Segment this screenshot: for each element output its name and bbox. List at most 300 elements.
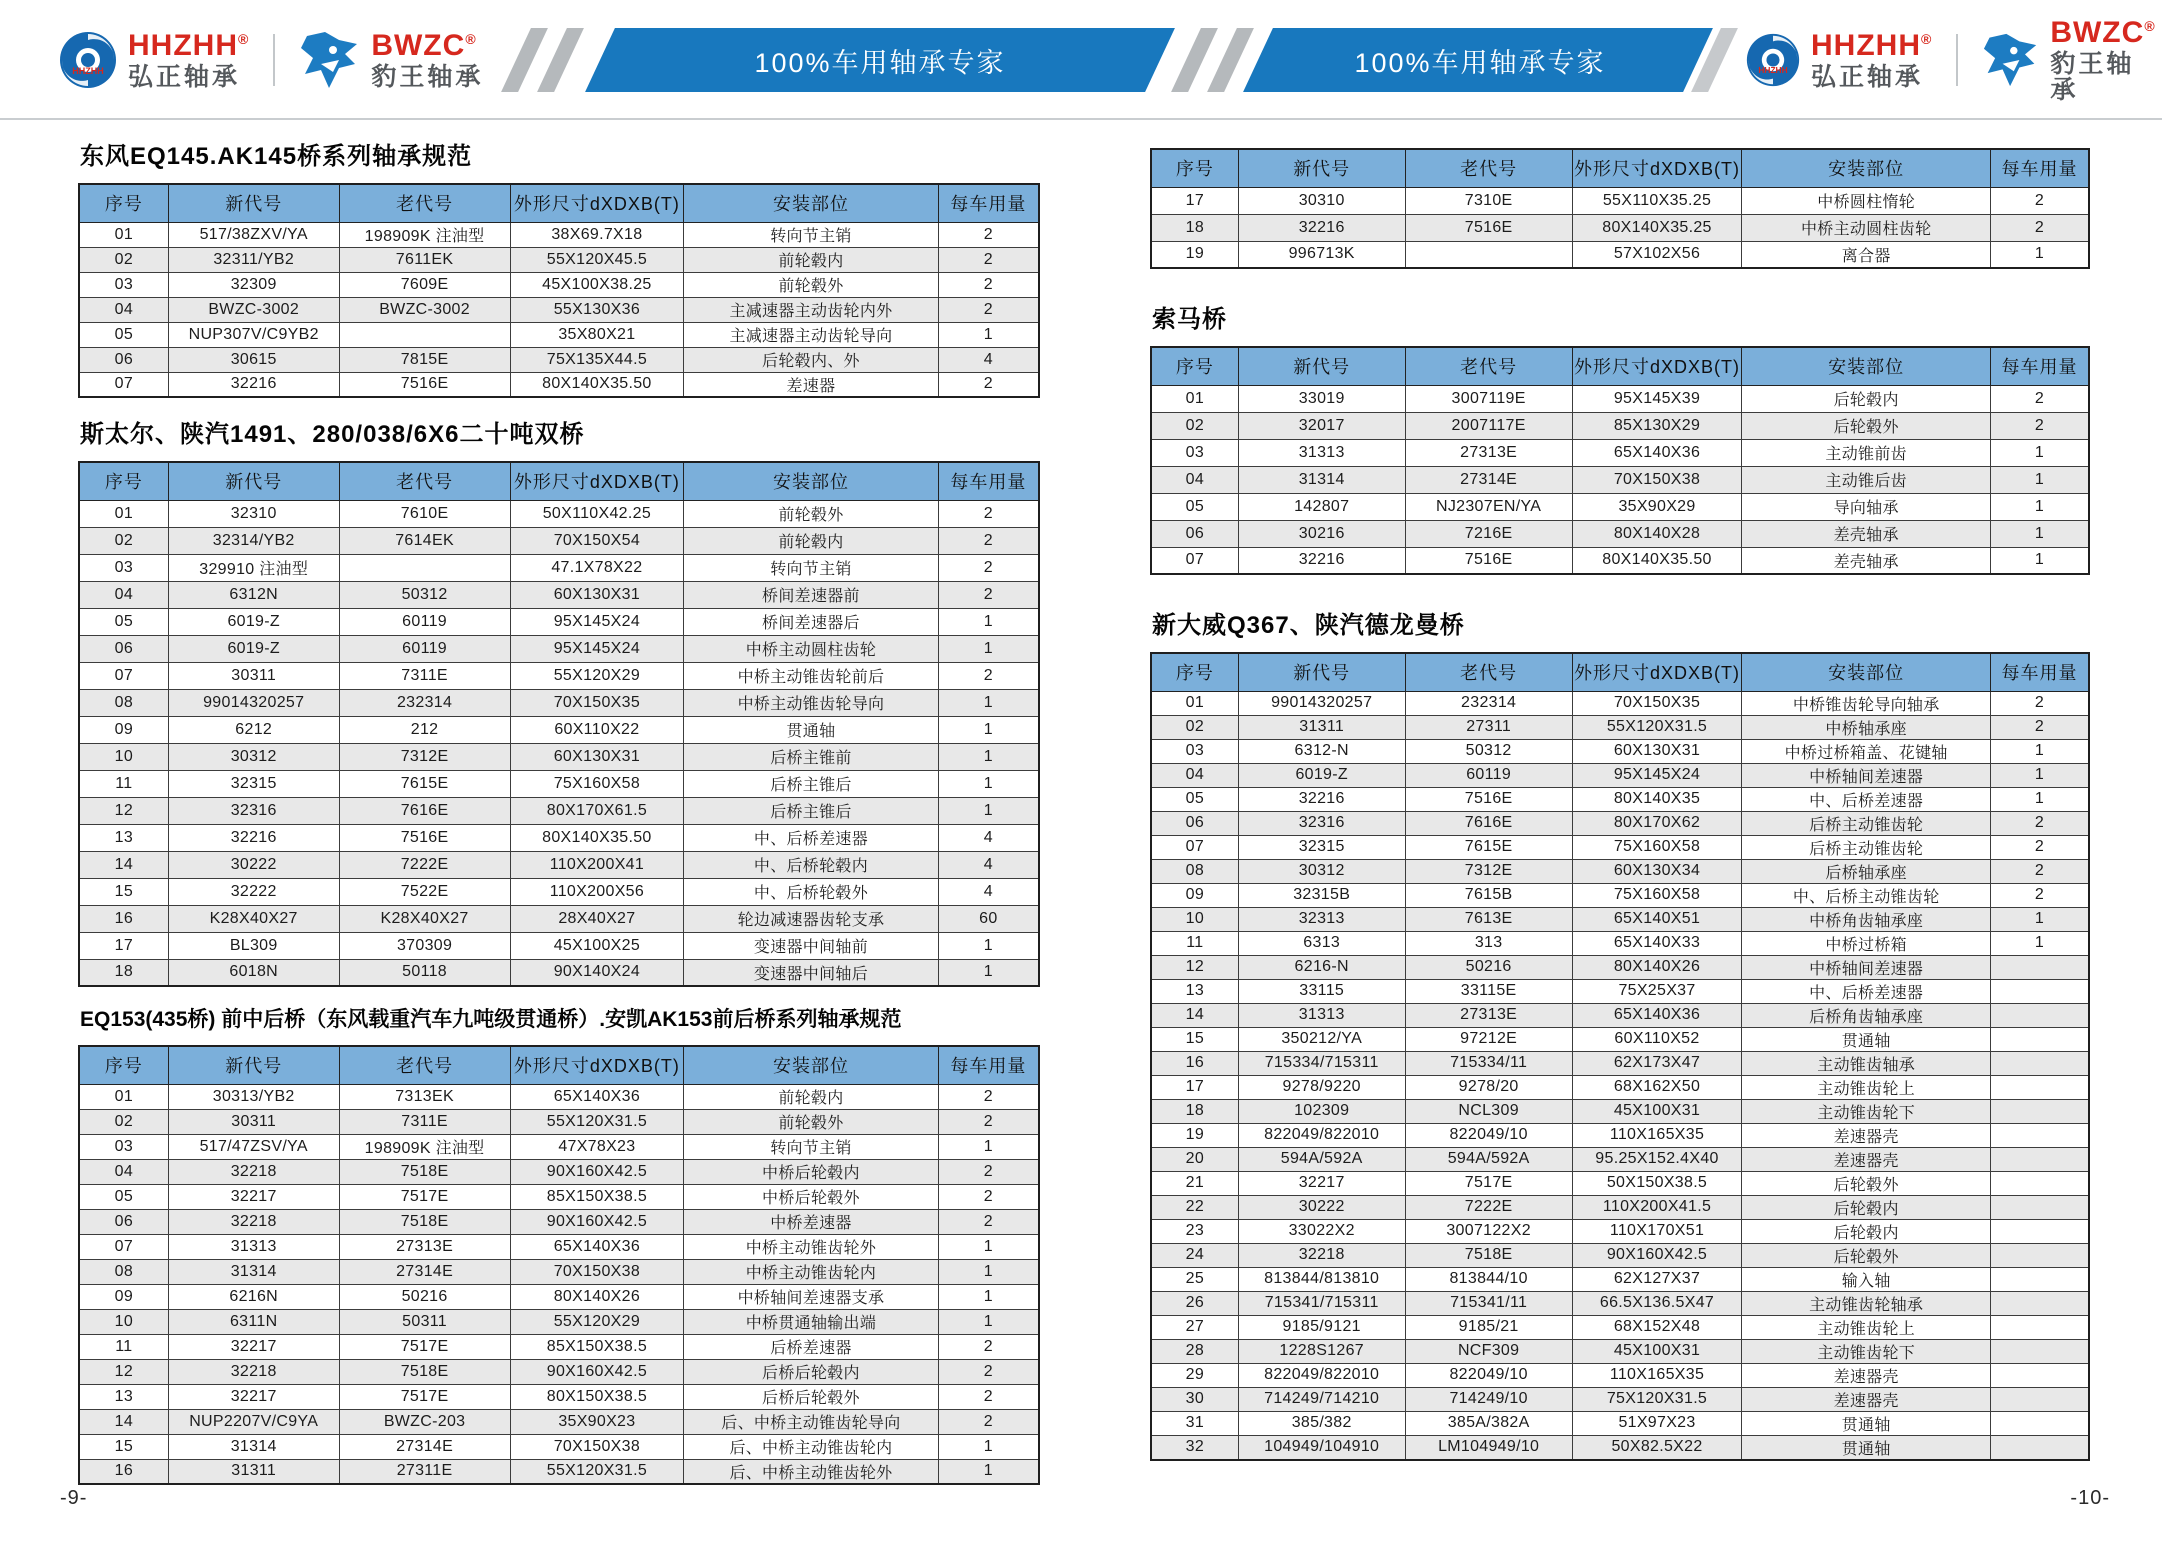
cell: 60X130X31 — [510, 743, 684, 770]
cell: 02 — [79, 1109, 168, 1134]
cell: 03 — [1151, 439, 1238, 466]
cell: 7615E — [339, 770, 510, 797]
cell: 后轮毂内 — [1742, 385, 1991, 412]
cell: 822049/822010 — [1238, 1123, 1405, 1147]
cell — [1990, 1411, 2089, 1435]
cell: 32315 — [168, 770, 339, 797]
cell: 6019-Z — [1238, 763, 1405, 787]
cell: 28X40X27 — [510, 905, 684, 932]
cell: 370309 — [339, 932, 510, 959]
table-row — [1151, 466, 2089, 493]
table-row — [79, 1434, 1039, 1459]
cell: 30312 — [168, 743, 339, 770]
cell: 715334/11 — [1405, 1051, 1572, 1075]
cell: 31314 — [168, 1259, 339, 1284]
table-row — [79, 500, 1039, 527]
table-title: 索马桥 — [1152, 306, 1227, 333]
bearing-spec-table — [1150, 148, 2090, 269]
cell: 06 — [1151, 520, 1238, 547]
cell: 05 — [79, 322, 168, 347]
cell: 32 — [1151, 1435, 1238, 1460]
cell: 中桥后轮毂外 — [684, 1184, 938, 1209]
cell: 31313 — [1238, 1003, 1405, 1027]
table-row — [1151, 691, 2089, 715]
cell: NCF309 — [1405, 1339, 1572, 1363]
cell: 714249/10 — [1405, 1387, 1572, 1411]
cell: 前轮毂内 — [684, 527, 938, 554]
cell: 31314 — [1238, 466, 1405, 493]
cell: 差速器壳 — [1742, 1123, 1991, 1147]
column-header: 老代号 — [1405, 347, 1572, 385]
cell: 95X145X24 — [1572, 763, 1742, 787]
table-row — [1151, 739, 2089, 763]
cell: 7518E — [1405, 1243, 1572, 1267]
cell: 04 — [79, 581, 168, 608]
cell: 后桥主动锥齿轮 — [1742, 835, 1991, 859]
cell: 后桥主锥前 — [684, 743, 938, 770]
page-header — [0, 16, 2162, 104]
cell: 2 — [938, 1084, 1039, 1109]
cell: 04 — [1151, 763, 1238, 787]
cell: 15 — [1151, 1027, 1238, 1051]
table-row — [1151, 385, 2089, 412]
column-header: 序号 — [79, 462, 168, 500]
table-row — [1151, 931, 2089, 955]
cell: 6312-N — [1238, 739, 1405, 763]
cell: 7517E — [1405, 1171, 1572, 1195]
cell: 2 — [1990, 187, 2089, 214]
cell: 7615B — [1405, 883, 1572, 907]
cell: 7615E — [1405, 835, 1572, 859]
table-row — [79, 1109, 1039, 1134]
header-row — [1151, 347, 2089, 385]
cell: 6311N — [168, 1309, 339, 1334]
bwzc-logo-icon — [299, 30, 361, 90]
cell: 31 — [1151, 1411, 1238, 1435]
cell: 996713K — [1238, 241, 1405, 268]
cell: 1 — [938, 1284, 1039, 1309]
cell: 75X120X31.5 — [1572, 1387, 1742, 1411]
hhzhh-logo-icon — [1745, 32, 1801, 88]
cell: 中桥轴间差速器支承 — [684, 1284, 938, 1309]
cell: 55X120X29 — [510, 1309, 684, 1334]
cell: 1 — [1990, 439, 2089, 466]
cell: 后、中桥主动锥齿轮外 — [684, 1459, 938, 1484]
cell: 1 — [1990, 493, 2089, 520]
cell: 1 — [938, 743, 1039, 770]
cell: 32217 — [168, 1184, 339, 1209]
cell: 1 — [1990, 547, 2089, 574]
cell: 4 — [938, 347, 1039, 372]
cell — [1990, 1339, 2089, 1363]
cell: 32314/YB2 — [168, 527, 339, 554]
cell: 6019-Z — [168, 635, 339, 662]
cell: 后桥差速器 — [684, 1334, 938, 1359]
table-row — [79, 347, 1039, 372]
cell: 2 — [1990, 883, 2089, 907]
cell: 中桥主动锥齿轮内 — [684, 1259, 938, 1284]
cell: 32216 — [168, 824, 339, 851]
cell: 232314 — [1405, 691, 1572, 715]
cell — [1990, 1075, 2089, 1099]
table-row — [79, 1184, 1039, 1209]
cell: 差速器壳 — [1742, 1147, 1991, 1171]
cell: 715341/11 — [1405, 1291, 1572, 1315]
table-row — [79, 1234, 1039, 1259]
cell: 32017 — [1238, 412, 1405, 439]
page-number-right: -10- — [2070, 1487, 2110, 1509]
cell: NUP307V/C9YB2 — [168, 322, 339, 347]
cell: 主动锥齿轮上 — [1742, 1075, 1991, 1099]
diagonal-stripe — [537, 28, 584, 92]
table-row — [1151, 1315, 2089, 1339]
table-row — [1151, 1075, 2089, 1099]
header-row — [79, 1046, 1039, 1084]
cell: 66.5X136.5X47 — [1572, 1291, 1742, 1315]
cell — [1990, 1435, 2089, 1460]
cell: 70X150X35 — [1572, 691, 1742, 715]
cell: 4 — [938, 824, 1039, 851]
cell: 1 — [1990, 763, 2089, 787]
cell: 32313 — [1238, 907, 1405, 931]
banner-text-right: 100%车用轴承专家 — [1354, 47, 1606, 78]
column-header: 安装部位 — [684, 462, 938, 500]
cell: 517/47ZSV/YA — [168, 1134, 339, 1159]
cell: 7516E — [1405, 547, 1572, 574]
cell: 后轮毂内 — [1742, 1195, 1991, 1219]
cell: 85X150X38.5 — [510, 1184, 684, 1209]
cell: 60119 — [339, 635, 510, 662]
cell: 30312 — [1238, 859, 1405, 883]
cell: 07 — [1151, 547, 1238, 574]
cell — [1990, 1243, 2089, 1267]
cell: 中桥角齿轴承座 — [1742, 907, 1991, 931]
cell: 后桥主锥后 — [684, 770, 938, 797]
cell: 7311E — [339, 662, 510, 689]
cell: 2 — [1990, 412, 2089, 439]
cell — [1990, 1315, 2089, 1339]
cell: 2 — [1990, 859, 2089, 883]
cell: 01 — [79, 1084, 168, 1109]
cell: 7517E — [339, 1384, 510, 1409]
cell — [1990, 1291, 2089, 1315]
table-row — [1151, 1411, 2089, 1435]
cell: 11 — [79, 1334, 168, 1359]
column-header: 新代号 — [1238, 149, 1405, 187]
table-row — [79, 770, 1039, 797]
cell: 02 — [1151, 412, 1238, 439]
cell — [1990, 1363, 2089, 1387]
cell: 03 — [79, 554, 168, 581]
cell: 07 — [79, 662, 168, 689]
cell: 50312 — [1405, 739, 1572, 763]
header-row — [1151, 149, 2089, 187]
catalog-spread — [0, 120, 2162, 1485]
cell: 2 — [938, 581, 1039, 608]
cell: 前轮毂外 — [684, 500, 938, 527]
cell: 中、后桥差速器 — [1742, 979, 1991, 1003]
cell: 7610E — [339, 500, 510, 527]
table-row — [1151, 187, 2089, 214]
cell: 2 — [938, 222, 1039, 247]
cell: 1 — [1990, 520, 2089, 547]
cell: 后桥轴承座 — [1742, 859, 1991, 883]
cell: 30222 — [168, 851, 339, 878]
cell: 2 — [938, 1409, 1039, 1434]
cell: 7310E — [1405, 187, 1572, 214]
cell: 01 — [79, 222, 168, 247]
cell: 7311E — [339, 1109, 510, 1134]
cell: 65X140X36 — [510, 1084, 684, 1109]
cell: 10 — [79, 1309, 168, 1334]
cell: 03 — [79, 1134, 168, 1159]
table-row — [79, 1209, 1039, 1234]
cell: 1 — [938, 322, 1039, 347]
cell: 75X160X58 — [510, 770, 684, 797]
cell: NUP2207V/C9YA — [168, 1409, 339, 1434]
cell: 30216 — [1238, 520, 1405, 547]
table-row — [1151, 1099, 2089, 1123]
cell: 后桥后轮毂外 — [684, 1384, 938, 1409]
cell: 715341/715311 — [1238, 1291, 1405, 1315]
cell: 51X97X23 — [1572, 1411, 1742, 1435]
cell: 主动锥后齿 — [1742, 466, 1991, 493]
table-row — [79, 297, 1039, 322]
cell: 10 — [1151, 907, 1238, 931]
table-row — [79, 1134, 1039, 1159]
column-header: 外形尺寸dXDXB(T) — [1572, 149, 1742, 187]
table-row — [1151, 214, 2089, 241]
cell: 中桥后轮毂内 — [684, 1159, 938, 1184]
column-header: 安装部位 — [684, 184, 938, 222]
cell: 2 — [938, 1209, 1039, 1234]
cell: 中桥圆柱惰轮 — [1742, 187, 1991, 214]
column-header: 外形尺寸dXDXB(T) — [510, 1046, 684, 1084]
table-title: 斯太尔、陕汽1491、280/038/6X6二十吨双桥 — [80, 421, 585, 448]
cell: 32216 — [1238, 214, 1405, 241]
cell: 80X170X62 — [1572, 811, 1742, 835]
cell: 3007122X2 — [1405, 1219, 1572, 1243]
column-header: 老代号 — [339, 462, 510, 500]
cell: 中、后桥轮毂内 — [684, 851, 938, 878]
cell: 05 — [79, 1184, 168, 1209]
cell: 09 — [79, 716, 168, 743]
cell: 212 — [339, 716, 510, 743]
table-row — [1151, 412, 2089, 439]
table-row — [79, 1259, 1039, 1284]
cell: 差速器壳 — [1742, 1387, 1991, 1411]
cell: 110X165X35 — [1572, 1123, 1742, 1147]
cell: 06 — [79, 347, 168, 372]
cell: 32309 — [168, 272, 339, 297]
cell: 27311 — [1405, 715, 1572, 739]
table-row — [1151, 763, 2089, 787]
cell: 03 — [79, 272, 168, 297]
cell: 32311/YB2 — [168, 247, 339, 272]
cell: 4 — [938, 851, 1039, 878]
cell: 主动锥齿轮上 — [1742, 1315, 1991, 1339]
cell: 09 — [1151, 883, 1238, 907]
cell: 1 — [938, 1134, 1039, 1159]
column-header: 老代号 — [1405, 149, 1572, 187]
cell: 2 — [938, 1359, 1039, 1384]
cell: 822049/10 — [1405, 1363, 1572, 1387]
cell: 6216N — [168, 1284, 339, 1309]
cell: 2 — [938, 372, 1039, 397]
cell — [1990, 1267, 2089, 1291]
cell: 7516E — [1405, 787, 1572, 811]
cell: 2 — [938, 1334, 1039, 1359]
cell: 68X162X50 — [1572, 1075, 1742, 1099]
cell: 31313 — [1238, 439, 1405, 466]
table-row — [79, 959, 1039, 986]
cell: 1 — [938, 770, 1039, 797]
table-row — [79, 905, 1039, 932]
cell: 中桥轴间差速器 — [1742, 763, 1991, 787]
cell: 50216 — [1405, 955, 1572, 979]
cell: 90X160X42.5 — [510, 1359, 684, 1384]
cell: 2 — [1990, 811, 2089, 835]
table-row — [79, 635, 1039, 662]
table-row — [79, 554, 1039, 581]
bearing-spec-table — [78, 1045, 1040, 1485]
cell: 47.1X78X22 — [510, 554, 684, 581]
cell: 75X25X37 — [1572, 979, 1742, 1003]
cell: 06 — [79, 635, 168, 662]
table-row — [79, 662, 1039, 689]
cell: 6313 — [1238, 931, 1405, 955]
cell: 45X100X25 — [510, 932, 684, 959]
cell: 2 — [938, 247, 1039, 272]
cell: 中桥主动锥齿轮外 — [684, 1234, 938, 1259]
cell: 65X140X36 — [510, 1234, 684, 1259]
cell — [1990, 1003, 2089, 1027]
cell — [339, 554, 510, 581]
table-row — [79, 851, 1039, 878]
cell: 17 — [1151, 187, 1238, 214]
cell: 7222E — [1405, 1195, 1572, 1219]
cell: 32218 — [168, 1359, 339, 1384]
cell: 1 — [938, 959, 1039, 986]
cell: BWZC-3002 — [168, 297, 339, 322]
cell — [1990, 1051, 2089, 1075]
cell: 80X140X35 — [1572, 787, 1742, 811]
cell: 55X120X31.5 — [510, 1109, 684, 1134]
cell: 33019 — [1238, 385, 1405, 412]
cell: 2 — [1990, 214, 2089, 241]
table-row — [1151, 1387, 2089, 1411]
table-row — [79, 272, 1039, 297]
header-row — [79, 184, 1039, 222]
cell: 主动锥齿轮轴承 — [1742, 1291, 1991, 1315]
column-header: 序号 — [79, 184, 168, 222]
cell: 90X160X42.5 — [510, 1209, 684, 1234]
cell: 9278/20 — [1405, 1075, 1572, 1099]
cell: 90X160X42.5 — [1572, 1243, 1742, 1267]
table-row — [79, 222, 1039, 247]
cell: 中桥轴间差速器 — [1742, 955, 1991, 979]
cell: 贯通轴 — [1742, 1435, 1991, 1460]
column-header: 序号 — [1151, 149, 1238, 187]
cell: 7516E — [1405, 214, 1572, 241]
cell: 7517E — [339, 1184, 510, 1209]
table-row — [1151, 1291, 2089, 1315]
cell: 1 — [1990, 466, 2089, 493]
column-header: 每车用量 — [938, 462, 1039, 500]
column-header: 新代号 — [168, 1046, 339, 1084]
cell: 97212E — [1405, 1027, 1572, 1051]
column-header: 安装部位 — [1742, 653, 1991, 691]
cell: 贯通轴 — [684, 716, 938, 743]
cell: 14 — [79, 1409, 168, 1434]
cell: 17 — [79, 932, 168, 959]
table-row — [1151, 493, 2089, 520]
cell: 桥间差速器前 — [684, 581, 938, 608]
cell: 50X110X42.25 — [510, 500, 684, 527]
table-row — [79, 1159, 1039, 1184]
cell: 30311 — [168, 1109, 339, 1134]
cell: 90X140X24 — [510, 959, 684, 986]
cell: 前轮毂内 — [684, 247, 938, 272]
cell: 60 — [938, 905, 1039, 932]
cell: 后轮毂外 — [1742, 1243, 1991, 1267]
cell: 55X120X29 — [510, 662, 684, 689]
cell: 104949/104910 — [1238, 1435, 1405, 1460]
cell — [1990, 1123, 2089, 1147]
cell: 7516E — [339, 824, 510, 851]
cell: 7613E — [1405, 907, 1572, 931]
cell: 06 — [1151, 811, 1238, 835]
cell: 2 — [938, 662, 1039, 689]
table-row — [79, 322, 1039, 347]
cell: 6216-N — [1238, 955, 1405, 979]
cell: 99014320257 — [168, 689, 339, 716]
cell: 1 — [1990, 931, 2089, 955]
cell: 822049/822010 — [1238, 1363, 1405, 1387]
table-row — [79, 716, 1039, 743]
column-header: 老代号 — [339, 184, 510, 222]
cell: 32217 — [168, 1334, 339, 1359]
cell: 01 — [79, 500, 168, 527]
cell: 32218 — [168, 1209, 339, 1234]
brand-name-bwzc: 豹王轴承 — [2050, 49, 2135, 104]
cell: NJ2307EN/YA — [1405, 493, 1572, 520]
cell: 27314E — [339, 1259, 510, 1284]
cell: 2 — [1990, 385, 2089, 412]
cell: 80X140X35.50 — [510, 824, 684, 851]
cell: 1 — [1990, 787, 2089, 811]
cell: 80X140X35.50 — [510, 372, 684, 397]
cell: 08 — [79, 1259, 168, 1284]
column-header: 每车用量 — [938, 184, 1039, 222]
cell: 30 — [1151, 1387, 1238, 1411]
cell: 102309 — [1238, 1099, 1405, 1123]
cell: 1 — [938, 1234, 1039, 1259]
cell: 32315B — [1238, 883, 1405, 907]
cell: 1 — [938, 689, 1039, 716]
cell: 7518E — [339, 1209, 510, 1234]
cell: 07 — [1151, 835, 1238, 859]
cell: 85X130X29 — [1572, 412, 1742, 439]
table-row — [1151, 859, 2089, 883]
cell: 中桥主动锥齿轮导向 — [684, 689, 938, 716]
cell: 27314E — [339, 1434, 510, 1459]
cell: 110X200X56 — [510, 878, 684, 905]
cell: 7516E — [339, 372, 510, 397]
table-row — [1151, 1267, 2089, 1291]
column-header: 外形尺寸dXDXB(T) — [510, 462, 684, 500]
table-title: 东风EQ145.AK145桥系列轴承规范 — [80, 143, 473, 170]
